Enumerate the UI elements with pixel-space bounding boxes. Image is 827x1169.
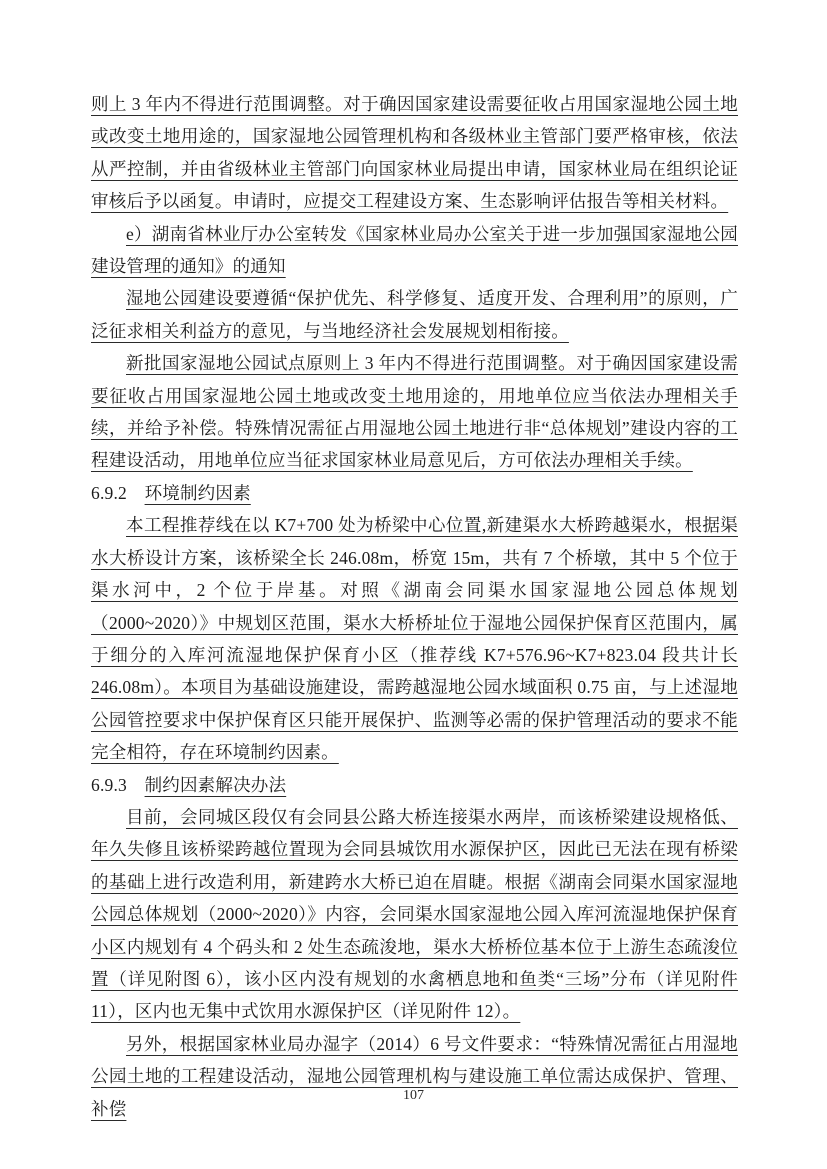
paragraph-environment-constraints: 本工程推荐线在以 K7+700 处为桥梁中心位置,新建渠水大桥跨越渠水，根据渠水大桥设计方案，该桥梁全长 246.08m，桥宽 15m，共有 7 个桥墩，其中 5 个位于渠水河中，2 个位于岸基。对照《湖南会同渠水国家湿地公园总体规划（2000~2020）》中规划区范围，渠水大桥桥址位于湿地公园保护保育区范围内，属于细分的入库河流湿地保护保育小区（推荐线 K7+576.96~K7+823.04 段共计长 246.08m）。本项目为基础设施建设，需跨越湿地公园水域面积 0.75 亩，与上述湿地公园管控要求中保护保育区只能开展保护、监测等必需的保护管理活动的要求不能完全相符，存在环境制约因素。 [91,515,738,763]
section-heading-6-9-3 [91,769,738,801]
section-number: 6.9.2 [91,482,127,503]
paragraph-item-e: e）湖南省林业厅办公室转发《国家林业局办公室关于进一步加强国家湿地公园建设管理的通知》的通知 [91,223,738,277]
paragraph-forestry-bureau-requirement: 另外，根据国家林业局办湿字（2014）6 号文件要求：“特殊情况需征占用湿地公园土地的工程建设活动，湿地公园管理机构与建设施工单位需达成保护、管理、补偿 [91,1033,738,1119]
paragraph-wetland-principle: 湿地公园建设要遵循“保护优先、科学修复、适度开发、合理利用”的原则，广泛征求相关利益方的意见，与当地经济社会发展规划相衔接。 [91,288,738,341]
section-title: 环境制约因素 [144,482,251,503]
page-content [91,88,738,1125]
paragraph-new-pilot-rules: 新批国家湿地公园试点原则上 3 年内不得进行范围调整。对于确因国家建设需要征收占用国家湿地公园土地或改变土地用途的，用地单位应当依法办理相关手续，并给予补偿。特殊情况需征占用湿地公园土地进行非“总体规划”建设内容的工程建设活动，用地单位应当征求国家林业局意见后，方可依法办理相关手续。 [91,353,738,471]
paragraph-continuation: 则上 3 年内不得进行范围调整。对于确因国家建设需要征收占用国家湿地公园土地或改变土地用途的，国家湿地公园管理机构和各级林业主管部门要严格审核，依法从严控制，并由省级林业主管部门向国家林业局提出申请，国家林业局在组织论证审核后予以函复。申请时，应提交工程建设方案、生态影响评估报告等相关材料。 [91,94,738,212]
section-title: 制约因素解决办法 [144,774,287,795]
page-footer [0,1086,827,1106]
section-heading-6-9-2 [91,477,738,509]
section-number: 6.9.3 [91,774,127,795]
paragraph-solution-current-bridge: 目前，会同城区段仅有会同县公路大桥连接渠水两岸，而该桥梁建设规格低、年久失修且该桥梁跨越位置现为会同县城饮用水源保护区，因此已无法在现有桥梁的基础上进行改造利用，新建跨水大桥已迫在眉睫。根据《湖南会同渠水国家湿地公园总体规划（2000~2020）》内容，会同渠水国家湿地公园入库河流湿地保护保育小区内规划有 4 个码头和 2 处生态疏浚地，渠水大桥桥位基本位于上游生态疏浚位置（详见附图 6），该小区内没有规划的水禽栖息地和鱼类“三场”分布（详见附件 11），区内也无集中式饮用水源保护区（详见附件 12）。 [91,806,738,1022]
page-number: 107 [403,1088,424,1103]
